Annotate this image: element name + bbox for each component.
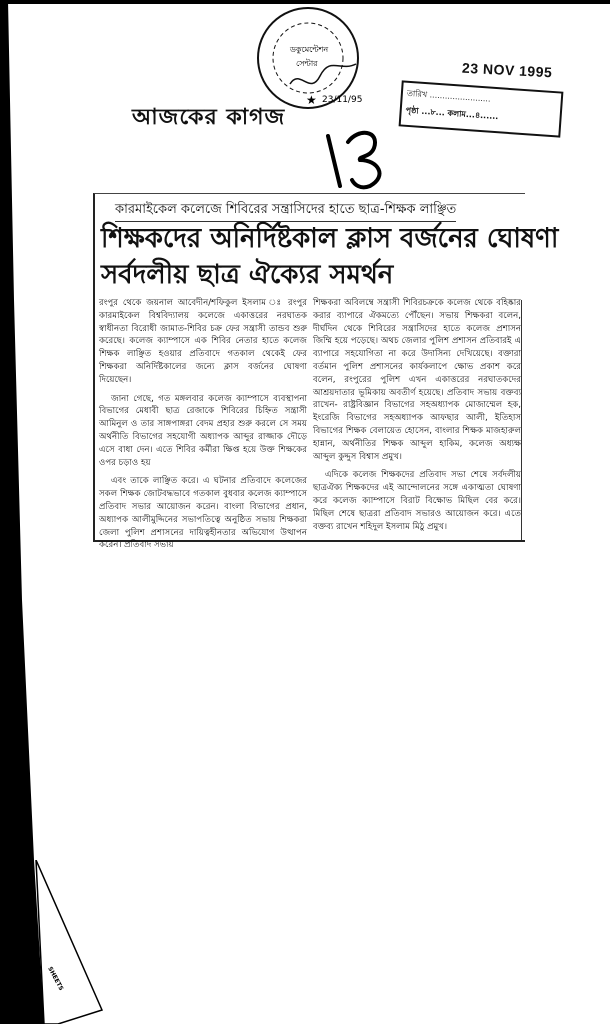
article-paragraph: জানা গেছে, গত মঙ্গলবার কলেজ ক্যাম্পাসে ব্যবস্থাপনা বিভাগের মেধাবী ছাত্র রেজাকে শিবিরের চিহ্নিত সন্ত্রাসী আমিনুল ও তার সাঙ্গপাঙ্গরা বেদম প্রহার শুরু করলে সে সময় অর্থনীতি বিভাগের সহযোগী অধ্যাপক আব্দুর রাজ্জাক দৌড়ে এসে বাধা দেন। এতে শিবির কর্মীরা ক্ষিপ্ত হয়ে উক্ত শিক্ষকের ওপর চড়াও হয় <box>99 393 307 468</box>
clipping-reference-box <box>399 80 564 137</box>
date-field: তারিখ ........................ <box>406 88 491 104</box>
article-headline: শিক্ষকদের অনির্দিষ্টকাল ক্লাস বর্জনের ঘোষণা <box>101 223 559 254</box>
newspaper-masthead: আজকের কাগজ <box>132 105 286 130</box>
page-value: ৮ <box>430 107 437 117</box>
article-right-border <box>521 300 522 540</box>
page-label: পৃষ্ঠা <box>405 105 419 116</box>
column-value: ৪ <box>474 110 481 120</box>
article-subheadline: সর্বদলীয় ছাত্র ঐক্যের সমর্থন <box>101 260 394 290</box>
news-article <box>93 193 559 551</box>
library-seal <box>250 6 368 110</box>
page-column-field: পৃষ্ঠা ...৮... কলাম...৪...... <box>405 105 499 122</box>
article-paragraph: এবং তাকে লাঞ্ছিত করে। এ ঘটনার প্রতিবাদে কলেজের সকল শিক্ষক জোটবদ্ধভাবে গতকাল বুধবার কলেজ ক্যাম্পাসে প্রতিবাদ সভার আয়োজন করেন। বাংলা বিভাগের প্রধান, অধ্যাপক আলীমুদ্দিনের সভাপতিত্বে অনুষ্ঠিত সভায় শিক্ষকরা জেলা পুলিশ প্রশাসনের দায়িত্বহীনতার অভিযোগ উত্থাপন করেন। প্রতিবাদ সভায় <box>99 476 307 551</box>
folder-tab-label: SHEETS <box>46 965 65 992</box>
svg-text:23/11/95: 23/11/95 <box>322 95 363 105</box>
article-kicker: কারমাইকেল কলেজে শিবিরের সন্ত্রাসিদের হাতে ছাত্র-শিক্ষক লাঞ্ছিত <box>115 200 456 222</box>
article-right-column <box>313 297 521 539</box>
article-paragraph: শিক্ষকরা অবিলম্বে সন্ত্রাসী শিবিরচক্রকে কলেজ থেকে বহিষ্কার করার ব্যাপারে ঐকমত্যে পৌঁছেন। সভায় শিক্ষকরা বলেন, দীর্ঘদিন থেকে শিবিরের সন্ত্রাসিদের হাতে কলেজ প্রশাসন জিম্মি হয়ে পড়েছে। অথচ জেলার পুলিশ প্রশাসন প্রতিবারই এ ব্যাপারে সহযোগিতা না করে উদাসিন্য দেখিয়েছে। বক্তারা বর্তমান পুলিশ প্রশাসনের কার্যকলাপে ক্ষোভ প্রকাশ করে বলেন, রংপুরের পুলিশ এখন একাত্তরের নরঘাতকদের আশ্রয়দাতার ভূমিকায় অবতীর্ণ হয়েছে। প্রতিবাদ সভায় বক্তব্য রাখেন- রাষ্ট্রবিজ্ঞান বিভাগের সহঅধ্যাপক মোজাম্মেল হক, ইংরেজি বিভাগের সহঅধ্যাপক আফছার আলী, ইতিহাস বিভাগের শিক্ষক বেলায়েত হোসেন, বাংলার শিক্ষক মাজহারুল হান্নান, অর্থনীতির শিক্ষক আব্দুল হাকিম, কলেজ অধ্যক্ষ আব্দুল কুদ্দুস বিশ্বাস প্রমুখ। <box>313 298 521 462</box>
article-left-column <box>99 297 307 558</box>
received-date-stamp: 23 NOV 1995 <box>461 59 553 81</box>
svg-text:★: ★ <box>306 93 317 107</box>
article-paragraph: এদিকে কলেজ শিক্ষকদের প্রতিবাদ সভা শেষে সর্বদলীয় ছাত্রঐক্য শিক্ষকদের এই আন্দোলনের সঙ্গে একাত্মতা ঘোষণা করে কলেজ ক্যাম্পাসে বিরাট বিক্ষোভ মিছিল বের করে। মিছিল শেষে ছাত্ররা প্রতিবাদ সভারও আয়োজন করে। এতে বক্তব্য রাখেন শহিদুল ইসলাম মিঠু প্রমুখ। <box>313 470 521 532</box>
handwritten-number <box>318 120 398 190</box>
article-paragraph: রংপুর থেকে জয়নাল আবেদীন/শফিকুল ইসলাম ঃ রংপুর কারমাইকেল বিশ্ববিদ্যালয় কলেজে একাত্তরের নরঘাতক স্বাধীনতা বিরোধী জামাত-শিবির চক্র ফের সন্ত্রাসী তান্ডব শুরু করেছে। কলেজ ক্যাম্পাসে এক শিবির নেতার হাতে কলেজ শিক্ষক লাঞ্ছিত হওয়ার প্রতিবাদে গতকাল থেকেই ফের শিক্ষকরা অনির্দিষ্টকালের জন্যে ক্লাস বর্জনের ঘোষণা দিয়েছেন। <box>99 298 307 385</box>
folder-corner-tab <box>0 860 120 1024</box>
scan-top-border <box>0 0 610 4</box>
column-label: কলাম <box>447 108 467 119</box>
svg-text:সেন্টার: সেন্টার <box>296 59 318 68</box>
svg-text:ডকুমেন্টেশন: ডকুমেন্টেশন <box>290 45 329 54</box>
